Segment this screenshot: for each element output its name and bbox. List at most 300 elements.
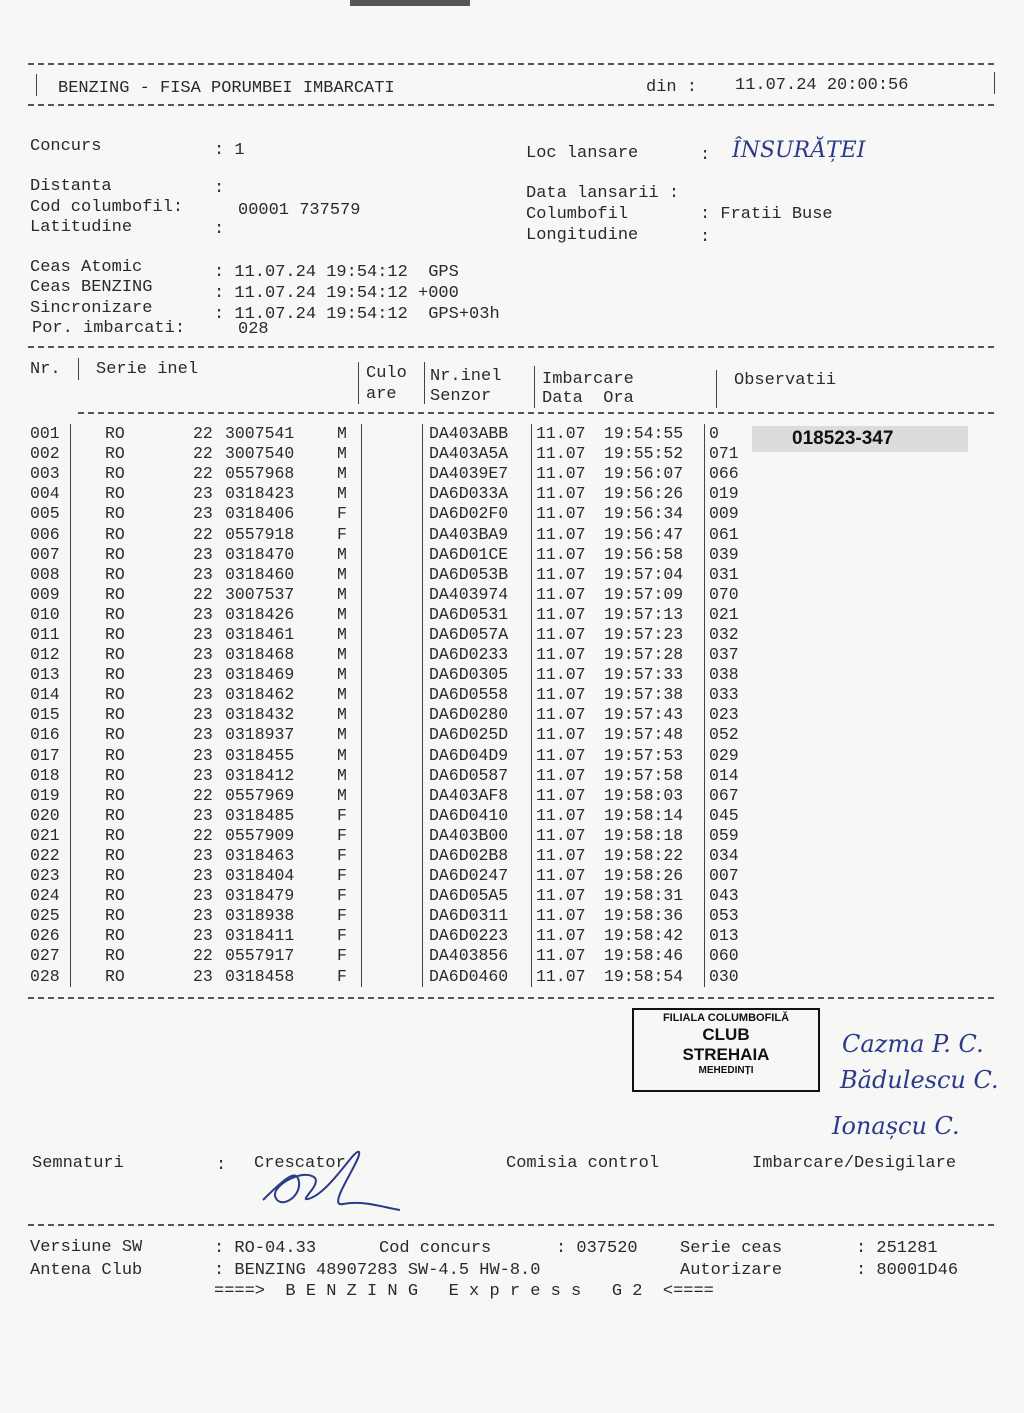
sex: M (337, 484, 347, 504)
observatii-value: 013 (709, 926, 739, 946)
boarding-date: 11.07 (536, 444, 586, 464)
ring-year: 23 (193, 685, 213, 705)
boarding-time: 19:57:13 (604, 605, 705, 625)
stamp-line-2: CLUB (702, 1025, 750, 1044)
sex: F (337, 805, 347, 825)
ring-number: 0318411 (225, 926, 295, 946)
boarding-time: 19:58:46 (604, 946, 705, 966)
divider (28, 346, 994, 348)
sensor-id: DA403AF8 (423, 786, 532, 806)
table-row (30, 464, 769, 484)
ring-country: RO (105, 624, 125, 644)
row-number: 007 (30, 545, 71, 565)
culoare-cell (362, 464, 423, 484)
sex: M (337, 645, 347, 665)
boarding-time: 19:57:28 (604, 645, 705, 665)
header-culoare-1: Culo (366, 364, 407, 383)
boarding-date: 11.07 (536, 765, 586, 785)
boarding-time: 19:57:53 (604, 746, 705, 766)
boarding-date: 11.07 (536, 645, 586, 665)
row-number: 024 (30, 886, 71, 906)
ring-number: 0318460 (225, 564, 295, 584)
ceas-benzing-value: : 11.07.24 19:54:12 +000 (214, 284, 459, 303)
table-row (30, 806, 769, 826)
table-row (30, 565, 769, 585)
table-row (30, 605, 769, 625)
boarding-date: 11.07 (536, 966, 586, 986)
boarding-time: 19:57:58 (604, 766, 705, 786)
sex: F (337, 886, 347, 906)
sensor-id: DA6D0531 (423, 605, 532, 625)
observatii-value: 052 (709, 725, 739, 745)
ring-country: RO (105, 886, 125, 906)
semnaturi-colon: : (216, 1156, 227, 1175)
boarding-date: 11.07 (536, 544, 586, 564)
observatii-value: 070 (709, 584, 739, 604)
culoare-cell (362, 886, 423, 906)
table-row (30, 967, 769, 987)
sex: M (337, 745, 347, 765)
sincronizare-value: : 11.07.24 19:54:12 GPS+03h (214, 305, 500, 324)
culoare-cell (362, 424, 423, 444)
sensor-id: DA6D0587 (423, 766, 532, 786)
sensor-id: DA6D0305 (423, 665, 532, 685)
sensor-id: DA6D02B8 (423, 846, 532, 866)
boarding-time: 19:56:58 (604, 545, 705, 565)
culoare-cell (362, 645, 423, 665)
ring-number: 0318462 (225, 685, 295, 705)
row-number: 013 (30, 665, 71, 685)
benzing-banner: ====> B E N Z I N G E x p r e s s G 2 <==== (214, 1282, 714, 1301)
culoare-cell (362, 746, 423, 766)
culoare-cell (362, 866, 423, 886)
ring-country: RO (105, 564, 125, 584)
culoare-cell (362, 565, 423, 585)
observatii-redacted-note: 018523-347 (752, 426, 968, 452)
ring-year: 23 (193, 866, 213, 886)
cod-columbofil-value: 00001 737579 (238, 201, 361, 220)
cod-concurs-value: : 037520 (556, 1239, 638, 1258)
ring-number: 0318938 (225, 906, 295, 926)
observatii-value: 0 (709, 424, 719, 444)
row-number: 010 (30, 605, 71, 625)
culoare-cell (362, 524, 423, 544)
ring-country: RO (105, 584, 125, 604)
row-number: 017 (30, 746, 71, 766)
culoare-cell (362, 786, 423, 806)
columbofil-label: Columbofil (526, 205, 629, 224)
boarding-date: 11.07 (536, 424, 586, 444)
observatii-value: 059 (709, 825, 739, 845)
boarding-date: 11.07 (536, 624, 586, 644)
longitudine-value: : (700, 228, 711, 247)
ring-year: 22 (193, 464, 213, 484)
ring-country: RO (105, 906, 125, 926)
boarding-time: 19:58:36 (604, 906, 705, 926)
sex: M (337, 725, 347, 745)
observatii-value: 061 (709, 524, 739, 544)
ring-country: RO (105, 785, 125, 805)
sensor-id: DA6D0460 (423, 967, 532, 987)
boarding-time: 19:57:23 (604, 625, 705, 645)
boarding-date: 11.07 (536, 464, 586, 484)
semnaturi-label: Semnaturi (32, 1154, 124, 1173)
ceas-atomic-label: Ceas Atomic (30, 258, 143, 277)
ring-number: 0318463 (225, 846, 295, 866)
ring-year: 22 (193, 584, 213, 604)
table-row (30, 504, 769, 524)
ceas-atomic-value: : 11.07.24 19:54:12 GPS (214, 263, 459, 282)
boarding-date: 11.07 (536, 906, 586, 926)
boarding-time: 19:56:34 (604, 504, 705, 524)
row-number: 028 (30, 967, 71, 987)
distanta-label: Distanta (30, 177, 112, 196)
ring-number: 0318404 (225, 866, 295, 886)
ring-year: 22 (193, 946, 213, 966)
observatii-value: 007 (709, 866, 739, 886)
serie-ceas-label: Serie ceas (680, 1239, 783, 1258)
ring-number: 0318468 (225, 645, 295, 665)
sensor-id: DA403974 (423, 585, 532, 605)
boarding-time: 19:56:26 (604, 484, 705, 504)
ring-number: 0557969 (225, 785, 295, 805)
sex: F (337, 946, 347, 966)
table-row (30, 625, 769, 645)
divider (28, 1224, 994, 1226)
divider (36, 74, 37, 96)
ring-number: 0318485 (225, 805, 295, 825)
sensor-id: DA6D05A5 (423, 886, 532, 906)
ring-country: RO (105, 444, 125, 464)
sex: M (337, 765, 347, 785)
table-row (30, 746, 769, 766)
divider (358, 362, 359, 404)
culoare-cell (362, 444, 423, 464)
boarding-date: 11.07 (536, 745, 586, 765)
sensor-id: DA6D053B (423, 565, 532, 585)
table-row (30, 585, 769, 605)
row-number: 025 (30, 906, 71, 926)
sensor-id: DA403BA9 (423, 524, 532, 544)
ring-year: 22 (193, 785, 213, 805)
table-row (30, 725, 769, 745)
stamp-line-4: MEHEDINȚI (698, 1065, 754, 1076)
autorizare-label: Autorizare (680, 1261, 783, 1280)
row-number: 002 (30, 444, 71, 464)
observatii-value: 071 (709, 444, 739, 464)
sensor-id: DA403A5A (423, 444, 532, 464)
boarding-date: 11.07 (536, 685, 586, 705)
row-number: 011 (30, 625, 71, 645)
observatii-value: 030 (709, 966, 739, 986)
ring-year: 23 (193, 665, 213, 685)
ring-country: RO (105, 866, 125, 886)
row-number: 005 (30, 504, 71, 524)
observatii-value: 066 (709, 464, 739, 484)
sensor-id: DA6D0233 (423, 645, 532, 665)
longitudine-label: Longitudine (526, 226, 639, 245)
boarding-date: 11.07 (536, 866, 586, 886)
ring-number: 0557918 (225, 524, 295, 544)
ring-year: 22 (193, 424, 213, 444)
ring-number: 0318423 (225, 484, 295, 504)
observatii-value: 067 (709, 785, 739, 805)
culoare-cell (362, 826, 423, 846)
ring-country: RO (105, 926, 125, 946)
observatii-value: 060 (709, 946, 739, 966)
sex: M (337, 444, 347, 464)
sex: M (337, 564, 347, 584)
sensor-id: DA6D057A (423, 625, 532, 645)
divider (28, 104, 994, 106)
row-number: 009 (30, 585, 71, 605)
table-row (30, 786, 769, 806)
sex: F (337, 906, 347, 926)
row-number: 006 (30, 524, 71, 544)
table-row (30, 766, 769, 786)
boarding-date: 11.07 (536, 825, 586, 845)
boarding-date: 11.07 (536, 725, 586, 745)
culoare-cell (362, 585, 423, 605)
boarding-time: 19:57:43 (604, 705, 705, 725)
ring-country: RO (105, 825, 125, 845)
boarding-date: 11.07 (536, 504, 586, 524)
boarding-date: 11.07 (536, 705, 586, 725)
stamp-line-1: FILIALA COLUMBOFILĂ (662, 1012, 790, 1024)
ring-country: RO (105, 765, 125, 785)
boarding-time: 19:56:47 (604, 524, 705, 544)
sex: F (337, 504, 347, 524)
sensor-id: DA6D04D9 (423, 746, 532, 766)
table-row (30, 946, 769, 966)
ring-country: RO (105, 665, 125, 685)
cod-columbofil-label: Cod columbofil: (30, 198, 184, 217)
ring-number: 0318426 (225, 604, 295, 624)
sex: F (337, 846, 347, 866)
serie-ceas-value: : 251281 (856, 1239, 938, 1258)
table-row (30, 444, 769, 464)
loc-lansare-label: Loc lansare (526, 144, 639, 163)
observatii-value: 038 (709, 665, 739, 685)
table-row (30, 645, 769, 665)
boarding-time: 19:58:26 (604, 866, 705, 886)
culoare-cell (362, 906, 423, 926)
culoare-cell (362, 766, 423, 786)
observatii-value: 032 (709, 624, 739, 644)
table-row (30, 545, 769, 565)
observatii-value: 021 (709, 604, 739, 624)
cod-concurs-label: Cod concurs (379, 1239, 492, 1258)
culoare-cell (362, 967, 423, 987)
culoare-cell (362, 946, 423, 966)
culoare-cell (362, 926, 423, 946)
divider (424, 362, 425, 404)
sensor-id: DA6D02F0 (423, 504, 532, 524)
sensor-id: DA6D0410 (423, 806, 532, 826)
boarding-time: 19:57:48 (604, 725, 705, 745)
culoare-cell (362, 725, 423, 745)
boarding-time: 19:58:03 (604, 786, 705, 806)
sincronizare-label: Sincronizare (30, 299, 153, 318)
boarding-time: 19:57:38 (604, 685, 705, 705)
table-row (30, 926, 769, 946)
table-row (30, 424, 769, 444)
table-row (30, 886, 769, 906)
header-nr-inel: Nr.inel (430, 367, 502, 386)
boarding-date: 11.07 (536, 584, 586, 604)
ring-country: RO (105, 645, 125, 665)
row-number: 018 (30, 766, 71, 786)
sensor-id: DA403ABB (423, 424, 532, 444)
row-number: 012 (30, 645, 71, 665)
club-stamp (632, 1008, 820, 1092)
sex: F (337, 524, 347, 544)
loc-lansare-colon: : (700, 146, 711, 165)
sex: M (337, 705, 347, 725)
sex: F (337, 966, 347, 986)
boarding-time: 19:58:54 (604, 967, 705, 987)
ring-country: RO (105, 424, 125, 444)
table-row (30, 866, 769, 886)
ring-number: 0318412 (225, 765, 295, 785)
divider (78, 358, 79, 380)
ring-country: RO (105, 725, 125, 745)
sex: M (337, 584, 347, 604)
ring-year: 23 (193, 886, 213, 906)
boarding-date: 11.07 (536, 524, 586, 544)
ring-year: 23 (193, 846, 213, 866)
distanta-value: : (214, 179, 225, 198)
sensor-id: DA403B00 (423, 826, 532, 846)
antena-club-label: Antena Club (30, 1261, 143, 1280)
sensor-id: DA6D0223 (423, 926, 532, 946)
observatii-value: 009 (709, 504, 739, 524)
ring-country: RO (105, 544, 125, 564)
sex: M (337, 665, 347, 685)
culoare-cell (362, 545, 423, 565)
table-row (30, 524, 769, 544)
sensor-id: DA6D025D (423, 725, 532, 745)
boarding-time: 19:58:31 (604, 886, 705, 906)
row-number: 001 (30, 424, 71, 444)
ring-number: 0318406 (225, 504, 295, 524)
boarding-time: 19:57:09 (604, 585, 705, 605)
boarding-date: 11.07 (536, 564, 586, 584)
sex: M (337, 424, 347, 444)
divider (28, 997, 994, 999)
pigeon-table (30, 424, 769, 987)
boarding-time: 19:56:07 (604, 464, 705, 484)
culoare-cell (362, 504, 423, 524)
sex: M (337, 685, 347, 705)
boarding-time: 19:58:14 (604, 806, 705, 826)
sex: F (337, 866, 347, 886)
row-number: 020 (30, 806, 71, 826)
observatii-value: 043 (709, 886, 739, 906)
culoare-cell (362, 484, 423, 504)
document-title: BENZING - FISA PORUMBEI IMBARCATI (58, 79, 395, 98)
sex: M (337, 624, 347, 644)
ring-number: 0557968 (225, 464, 295, 484)
crescator-signature (255, 1138, 405, 1218)
row-number: 023 (30, 866, 71, 886)
boarding-time: 19:54:55 (604, 424, 705, 444)
boarding-date: 11.07 (536, 846, 586, 866)
ring-country: RO (105, 745, 125, 765)
ring-number: 3007541 (225, 424, 295, 444)
ring-year: 23 (193, 604, 213, 624)
commission-signature-3: Ionașcu C. (832, 1112, 960, 1140)
table-row (30, 685, 769, 705)
crescator-label: Crescator (254, 1154, 346, 1173)
sensor-id: DA6D0311 (423, 906, 532, 926)
ceas-benzing-label: Ceas BENZING (30, 278, 153, 297)
ring-year: 23 (193, 645, 213, 665)
ring-year: 23 (193, 504, 213, 524)
header-imbarcare: Imbarcare (542, 370, 634, 389)
culoare-cell (362, 806, 423, 826)
ring-number: 0318470 (225, 544, 295, 564)
din-label: din : (646, 78, 698, 97)
ring-number: 3007540 (225, 444, 295, 464)
observatii-value: 033 (709, 685, 739, 705)
scan-edge (350, 0, 470, 6)
boarding-date: 11.07 (536, 665, 586, 685)
ring-country: RO (105, 946, 125, 966)
ring-country: RO (105, 604, 125, 624)
sex: F (337, 926, 347, 946)
boarding-date: 11.07 (536, 926, 586, 946)
observatii-value: 031 (709, 564, 739, 584)
table-row (30, 705, 769, 725)
divider (994, 72, 995, 94)
ring-country: RO (105, 464, 125, 484)
observatii-value: 023 (709, 705, 739, 725)
ring-country: RO (105, 805, 125, 825)
concurs-value: : 1 (214, 141, 245, 160)
observatii-value: 034 (709, 846, 739, 866)
ring-year: 23 (193, 624, 213, 644)
versiune-sw-label: Versiune SW (30, 1238, 143, 1257)
header-senzor: Senzor (430, 387, 492, 406)
ring-country: RO (105, 524, 125, 544)
ring-number: 0318458 (225, 966, 295, 986)
divider (78, 412, 994, 414)
latitudine-value: : (214, 220, 225, 239)
divider (534, 366, 535, 408)
row-number: 003 (30, 464, 71, 484)
latitudine-label: Latitudine (30, 218, 133, 237)
divider (716, 370, 717, 408)
table-row (30, 846, 769, 866)
observatii-value: 045 (709, 805, 739, 825)
observatii-value: 039 (709, 544, 739, 564)
ring-year: 22 (193, 524, 213, 544)
header-observatii: Observatii (734, 371, 837, 390)
culoare-cell (362, 705, 423, 725)
sensor-id: DA4039E7 (423, 464, 532, 484)
ring-year: 22 (193, 825, 213, 845)
boarding-time: 19:58:18 (604, 826, 705, 846)
observatii-value: 019 (709, 484, 739, 504)
ring-number: 0557909 (225, 825, 295, 845)
observatii-value: 053 (709, 906, 739, 926)
header-serie-inel: Serie inel (96, 360, 199, 379)
commission-signature-2: Bădulescu C. (840, 1066, 999, 1094)
boarding-date: 11.07 (536, 604, 586, 624)
boarding-time: 19:57:04 (604, 565, 705, 585)
boarding-time: 19:57:33 (604, 665, 705, 685)
